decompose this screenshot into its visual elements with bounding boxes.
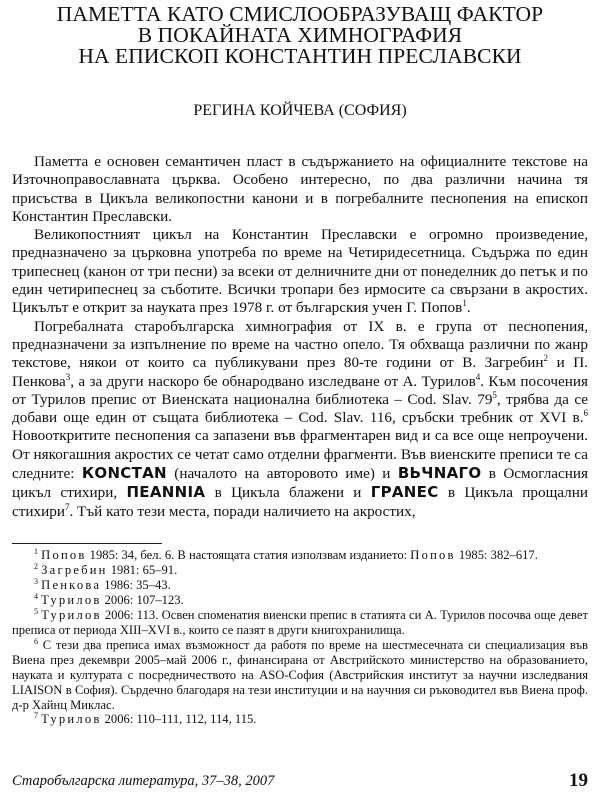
footnote-author: Пенкова [41, 577, 102, 592]
footnote-text: 2006: 110–111, 112, 114, 115. [101, 712, 257, 727]
footnote-ref-1[interactable]: 1 [462, 298, 467, 309]
footnote-author: Попов [41, 548, 87, 562]
article-body [12, 153, 588, 521]
paragraph-2 [12, 226, 588, 317]
paragraph-1: Паметта е основен семантичен пласт в съдържанието на официалните текстове на Източноправославната църква. Особено интересно, по два различни начина тя присъства в Цикъла великопостни канони и в погребалните песнопения на епископ Константин Преславски. [12, 153, 588, 225]
paragraph-3-part-j: в Цикъла прощални стихири [12, 484, 589, 520]
article-title [0, 4, 600, 67]
footnote-number: 2 [34, 561, 38, 571]
paragraph-3-part-k: . Тъй като тези места, поради наличието на акростих, [69, 502, 416, 520]
footnote-text: 1985: 382–617. [455, 548, 538, 562]
footnote-text: С тези два преписа имах възможност да работя по време на шестмесечната си специализация във Виена през декември 2005–май 2006 г., финансирана от Австрийското министерство на образованието, науката и културата с посредничеството на ASO-София (Австрийския институт за научни изследвания LIAISON в София). Сърдечно благодаря на тези институции и на научния си ръководител във Виена проф. д-р Хайнц Миклас. [12, 637, 588, 712]
footnote-text: 1981: 65–91. [107, 562, 178, 577]
footnotes [12, 548, 588, 727]
page-footer [12, 770, 588, 792]
paragraph-3-part-b: и П. Пенкова [12, 354, 588, 390]
paragraph-3-part-f: Новооткритите песнопения са запазени във фрагментарен вид и са все още непроучени. От някогашния акростих се четат само отделни фрагменти. Във виенските преписи те са следните: [12, 427, 588, 483]
footnote-7 [12, 712, 588, 727]
footnote-3 [12, 578, 588, 593]
paragraph-2-end: . [466, 299, 471, 317]
paragraph-3-part-d: . Към посочения от Турилов препис от Виенската национална библиотека – Cod. Slav. 79 [12, 372, 589, 408]
journal-citation: Старобългарска литература, 37–38, 2007 [12, 773, 275, 789]
footnote-ref-6[interactable]: 6 [583, 408, 588, 419]
paragraph-3-part-g: (началото на авторовото име) и [166, 465, 398, 483]
footnote-number: 5 [34, 606, 38, 616]
footnote-ref-4[interactable]: 4 [475, 371, 481, 382]
footnote-number: 3 [34, 576, 38, 586]
footnote-number: 7 [34, 711, 38, 721]
article-author: РЕГИНА КОЙЧЕВА (СОФИЯ) [193, 102, 407, 119]
footnote-author: Турилов [41, 607, 102, 622]
footnote-divider [12, 543, 162, 544]
footnote-ref-5[interactable]: 5 [492, 389, 497, 400]
footnote-author: Попов [410, 548, 456, 562]
footnote-number: 4 [34, 591, 38, 601]
footnote-author: Загребин [41, 562, 108, 577]
footnote-number: 1 [34, 546, 38, 556]
paragraph-3 [12, 318, 588, 521]
footnote-author: Турилов [41, 712, 102, 727]
paragraph-3-part-i: в Цикъла блажени и [205, 484, 371, 502]
paragraph-3-part-h: в Осмогласния цикъл стихири, [12, 465, 589, 502]
paragraph-3-part-c: , а за други наскоро бе обнародвано изследване от А. Турилов [70, 372, 476, 390]
footnote-ref-2[interactable]: 2 [543, 353, 549, 364]
title-line-3: НА ЕПИСКОП КОНСТАНТИН ПРЕСЛАВСКИ [78, 44, 522, 68]
acrostic-fragment-4: ГРАNЕС [370, 483, 439, 502]
title-line-1: ПАМЕТТА КАТО СМИСЛООБРАЗУВАЩ ФАКТОР [56, 2, 544, 26]
footnote-author: Турилов [41, 592, 102, 607]
footnote-text: 1985: 34, бел. 6. В настоящата статия използвам изданието: [86, 548, 411, 562]
footnote-text: 2006: 107–123. [101, 592, 184, 607]
footnote-6 [12, 638, 588, 713]
footnote-number: 6 [34, 636, 38, 646]
paragraph-3-part-a: Погребалната старобългарска химнография от IX в. е група от песнопения, предназначени за изпълнение по време на частно опело. Тя обхваща различни по жанр текстове, някои от които са публикувани през 80-те години от В. Загребин [12, 317, 588, 372]
footnote-2 [12, 563, 588, 578]
footnote-ref-3[interactable]: 3 [65, 371, 71, 382]
acrostic-fragment-1: КОNСТАN [81, 464, 167, 483]
footnote-1 [12, 548, 588, 563]
footnote-text: 2006: 113. Освен споменатия виенски препис в статията си А. Турилов посочва още девет преписа от периода XIII–XVI в., които се пазят в други книгохранилища. [12, 607, 588, 637]
paragraph-2-text: Великопостният цикъл на Константин Преславски е огромно произведение, предназначено за църковна употреба по време на Четиридесетница. Съдържа по един трипеснец (канон от три песни) за всеки от делничните дни от понеделник до петък и по един четирипеснец за съботите. Всички тропари без ирмосите са свързани в акростих. Цикълът е открит за науката през 1978 г. от българския учен Г. Попов [12, 226, 588, 317]
acrostic-fragment-3: ПЕАNNІА [126, 483, 206, 502]
footnote-ref-7[interactable]: 7 [64, 501, 70, 512]
acrostic-fragment-2: ВЬЧNАГО [397, 464, 482, 483]
title-line-2: В ПОКАЙНАТА ХИМНОГРАФИЯ [137, 23, 463, 47]
footnote-5 [12, 608, 588, 638]
footnote-text: 1986: 35–43. [101, 577, 171, 592]
paragraph-3-part-e: , трябва да се добави още един от същата библиотека – Cod. Slav. 116, сръбски требник от XVI в. [12, 390, 588, 427]
footnote-4 [12, 593, 588, 608]
page-number: 19 [569, 770, 588, 791]
